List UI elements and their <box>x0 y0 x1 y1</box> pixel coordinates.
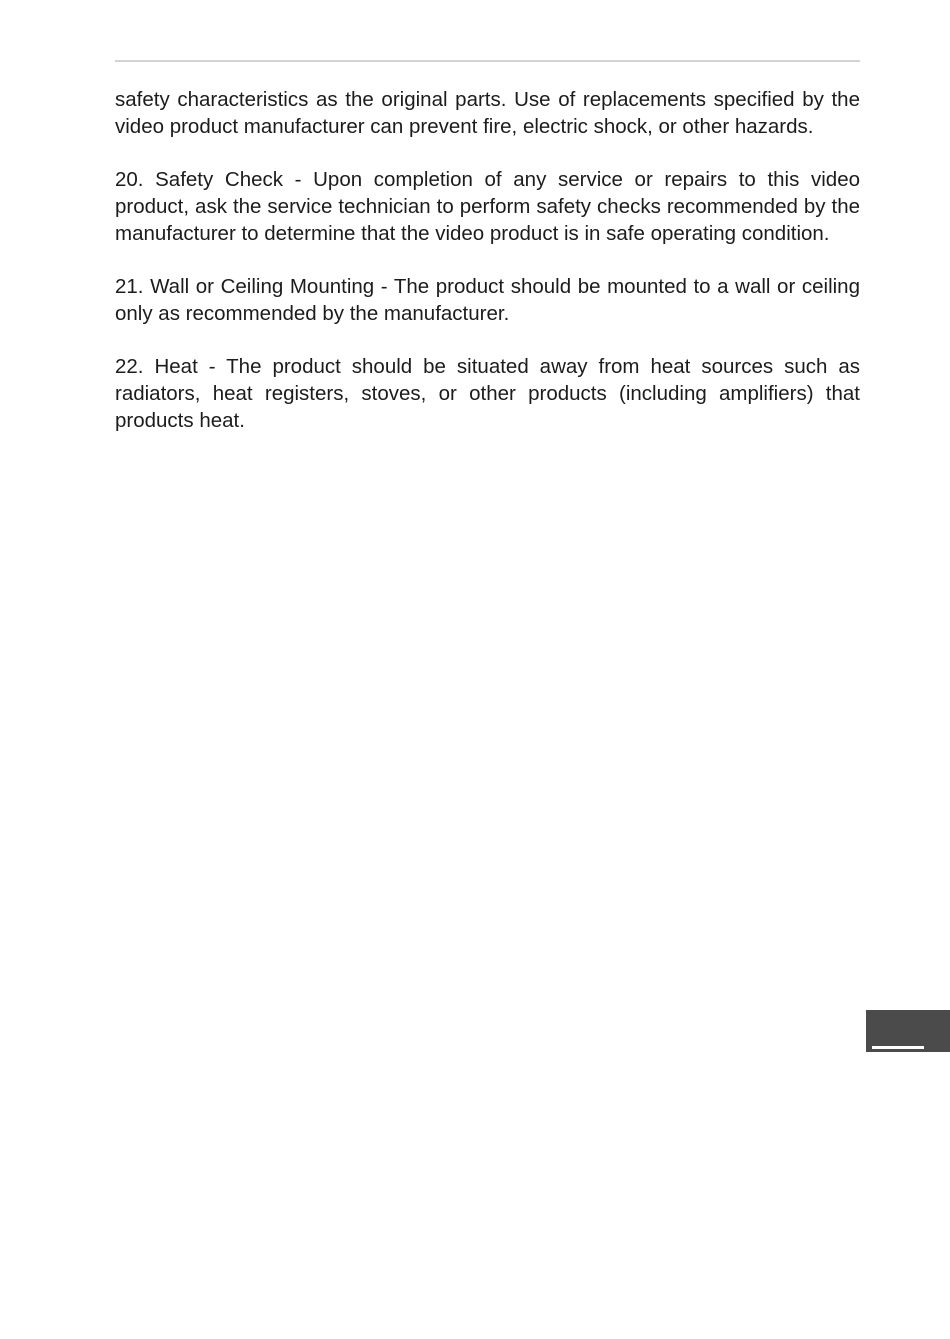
paragraph-safety-check: 20. Safety Check - Upon completion of any service or repairs to this video product, ask the service technician to perform safety checks recommended by the manufacturer to determine that the video product is in safe operating condition. <box>115 168 860 245</box>
section-edge-tab <box>866 1010 950 1052</box>
edge-tab-underline <box>872 1046 924 1049</box>
paragraph-wall-ceiling-mounting: 21. Wall or Ceiling Mounting - The product should be mounted to a wall or ceiling only as recommended by the manufacturer. <box>115 275 860 325</box>
paragraph-heat: 22. Heat - The product should be situated away from heat sources such as radiators, heat registers, stoves, or other products (including amplifiers) that products heat. <box>115 355 860 432</box>
header-rule <box>115 60 860 62</box>
page-content <box>115 86 860 460</box>
paragraph-replacement-parts: safety characteristics as the original parts. Use of replacements specified by the video product manufacturer can prevent fire, electric shock, or other hazards. <box>115 88 860 138</box>
